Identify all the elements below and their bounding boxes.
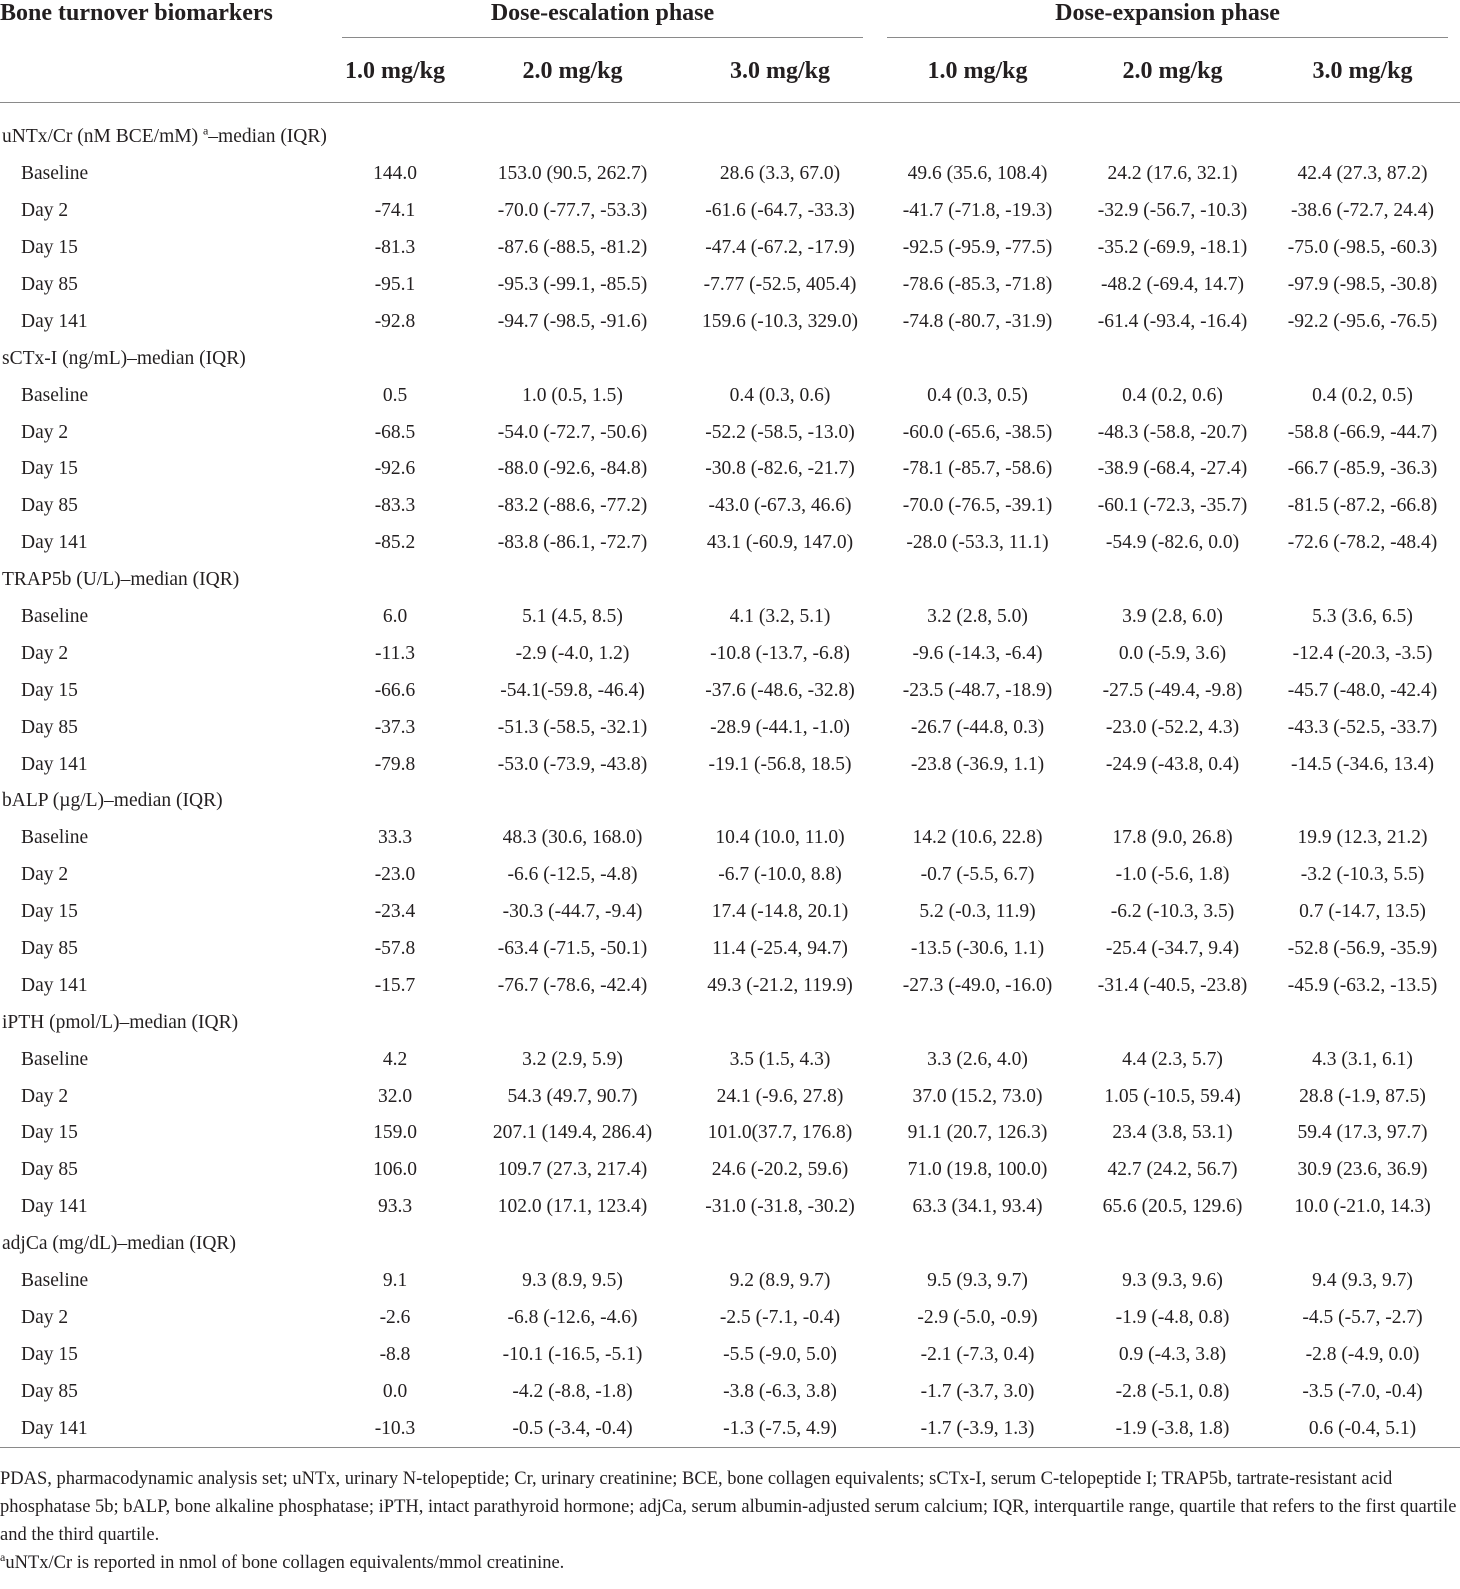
- table-cell: -87.6 (-88.5, -81.2): [497, 237, 648, 259]
- row-label: Day 141: [21, 1196, 88, 1218]
- footnote-marker: a: [0, 1549, 6, 1564]
- dose-header: 2.0 mg/kg: [522, 57, 623, 84]
- group-label: [0, 783, 1460, 820]
- table-cell: -57.8: [374, 938, 416, 960]
- table-cell: 19.9 (12.3, 21.2): [1297, 827, 1428, 849]
- table-cell: -92.6: [374, 458, 416, 480]
- table-cell: -94.7 (-98.5, -91.6): [497, 310, 648, 332]
- table-cell: 144.0: [373, 163, 417, 185]
- table-cell: 43.1 (-60.9, 147.0): [706, 532, 854, 554]
- table-cell: -23.5 (-48.7, -18.9): [902, 679, 1053, 701]
- table-cell: -2.6: [379, 1306, 411, 1328]
- table-cell: 5.3 (3.6, 6.5): [1312, 606, 1413, 628]
- table-cell: -24.9 (-43.8, 0.4): [1105, 753, 1240, 775]
- table-cell: -53.0 (-73.9, -43.8): [497, 753, 648, 775]
- group-label: [0, 103, 1460, 156]
- phase-header-expansion: Dose-expansion phase: [875, 0, 1460, 40]
- table-row: [0, 156, 1460, 193]
- note-text: uNTx/Cr is reported in nmol of bone collagen equivalents/mmol creatinine.: [5, 1553, 565, 1573]
- table-cell: -14.5 (-34.6, 13.4): [1291, 753, 1434, 775]
- table-cell: 30.9 (23.6, 36.9): [1297, 1159, 1428, 1181]
- row-label: Day 15: [21, 901, 78, 923]
- table-cell: -1.7 (-3.9, 1.3): [875, 1410, 1080, 1447]
- table-cell: 0.0: [382, 1380, 408, 1402]
- group-header-row: [0, 340, 1460, 377]
- table-row: [0, 599, 1460, 636]
- footnote-marker: a: [202, 123, 209, 138]
- group-header-row: [0, 783, 1460, 820]
- table-cell: -38.9 (-68.4, -27.4): [1097, 458, 1248, 480]
- group-label-text: iPTH (pmol/L)–median (IQR): [2, 1011, 239, 1033]
- table-cell: 109.7 (27.3, 217.4): [497, 1159, 648, 1181]
- table-cell: -1.3 (-7.5, 4.9): [685, 1410, 875, 1447]
- table-cell: 65.6 (20.5, 129.6): [1102, 1196, 1243, 1218]
- table-cell: -10.3: [330, 1410, 460, 1447]
- table-cell: 4.4 (2.3, 5.7): [1122, 1048, 1223, 1070]
- dose-header: 1.0 mg/kg: [344, 57, 445, 84]
- table-cell: -23.8 (-36.9, 1.1): [910, 753, 1045, 775]
- table-row: [0, 414, 1460, 451]
- table-cell: -61.4 (-93.4, -16.4): [1097, 310, 1248, 332]
- table-cell: 9.3 (8.9, 9.5): [522, 1270, 623, 1292]
- table-cell: -95.1: [374, 274, 416, 295]
- table-cell: -1.9 (-3.8, 1.8): [1080, 1410, 1265, 1447]
- table-row: [0, 1189, 1460, 1226]
- table-cell: 1.0 (0.5, 1.5): [522, 384, 623, 406]
- table-cell: 10.0 (-21.0, 14.3): [1294, 1196, 1431, 1218]
- group-header-row: [0, 103, 1460, 156]
- table-cell: 17.8 (9.0, 26.8): [1112, 827, 1233, 849]
- table-cell: -52.8 (-56.9, -35.9): [1287, 938, 1438, 960]
- table-footnotes: [0, 1465, 1460, 1577]
- group-label: [0, 1226, 1460, 1263]
- table-cell: -10.8 (-13.7, -6.8): [710, 642, 850, 664]
- table-cell: -1.9 (-4.8, 0.8): [1115, 1306, 1230, 1328]
- table-cell: 54.3 (49.7, 90.7): [507, 1085, 638, 1107]
- row-label: Baseline: [21, 827, 89, 849]
- group-label-text: adjCa (mg/dL)–median (IQR): [2, 1233, 236, 1255]
- table-cell: -70.0 (-77.7, -53.3): [497, 200, 648, 222]
- table-cell: 93.3: [377, 1196, 413, 1218]
- table-row: [0, 525, 1460, 562]
- table-cell: -2.5 (-7.1, -0.4): [719, 1306, 841, 1328]
- table-cell: -38.6 (-72.7, 24.4): [1291, 200, 1434, 222]
- table-cell: 0.0 (-5.9, 3.6): [1118, 642, 1227, 664]
- table-cell: -41.7 (-71.8, -19.3): [902, 200, 1053, 222]
- table-cell: 4.3 (3.1, 6.1): [1312, 1048, 1413, 1070]
- table-row: [0, 230, 1460, 267]
- table-row: [0, 820, 1460, 857]
- group-label-text: sCTx-I (ng/mL)–median (IQR): [2, 347, 246, 369]
- table-cell: -81.3: [374, 237, 416, 259]
- table-cell: -76.7 (-78.6, -42.4): [497, 974, 648, 996]
- table-cell: -92.2 (-95.6, -76.5): [1287, 310, 1438, 332]
- table-cell: 6.0: [382, 606, 408, 628]
- table-row: [0, 1041, 1460, 1078]
- group-label-text: uNTx/Cr (nM BCE/mM): [2, 126, 203, 148]
- group-label: [0, 1004, 1460, 1041]
- table-cell: 9.1: [382, 1270, 408, 1292]
- table-cell: 63.3 (34.1, 93.4): [912, 1196, 1043, 1218]
- table-cell: -28.0 (-53.3, 11.1): [906, 532, 1049, 554]
- table-cell: -30.8 (-82.6, -21.7): [705, 458, 855, 480]
- table-cell: 4.1 (3.2, 5.1): [729, 606, 831, 628]
- table-cell: -48.3 (-58.8, -20.7): [1097, 421, 1248, 443]
- table-cell: -5.5 (-9.0, 5.0): [723, 1343, 837, 1365]
- stub-header: Bone turnover biomarkers: [0, 0, 273, 26]
- row-label: Baseline: [21, 384, 89, 406]
- table-cell: -63.4 (-71.5, -50.1): [497, 938, 648, 960]
- row-label: Day 2: [21, 864, 69, 886]
- row-label: Day 141: [21, 974, 88, 996]
- table-cell: -74.1: [374, 200, 416, 222]
- table-cell: 0.5: [382, 384, 408, 406]
- table-cell: -15.7: [374, 974, 416, 996]
- table-cell: 24.1 (-9.6, 27.8): [716, 1085, 844, 1107]
- table-cell: 3.5 (1.5, 4.3): [729, 1048, 831, 1070]
- phase-header-escalation: Dose-escalation phase: [330, 0, 875, 40]
- table-cell: 48.3 (30.6, 168.0): [502, 827, 643, 849]
- group-label-suffix: –median (IQR): [208, 126, 327, 148]
- table-row: [0, 303, 1460, 340]
- table-row: [0, 709, 1460, 746]
- table-cell: 153.0 (90.5, 262.7): [497, 163, 648, 185]
- row-label: Day 141: [21, 753, 88, 775]
- table-cell: 49.3 (-21.2, 119.9): [707, 974, 853, 996]
- table-cell: -83.3: [374, 495, 416, 517]
- table-cell: 9.5 (9.3, 9.7): [927, 1270, 1028, 1292]
- table-cell: 0.4 (0.3, 0.6): [729, 384, 831, 406]
- row-label: Day 15: [21, 1122, 78, 1144]
- table-cell: 3.2 (2.8, 5.0): [927, 606, 1028, 628]
- table-cell: -52.2 (-58.5, -13.0): [705, 421, 855, 443]
- row-label: Day 2: [21, 1085, 69, 1107]
- table-cell: 3.2 (2.9, 5.9): [522, 1048, 623, 1070]
- table-row: [0, 1078, 1460, 1115]
- table-cell: -78.6 (-85.3, -71.8): [902, 274, 1053, 295]
- table-cell: -48.2 (-69.4, 14.7): [1101, 274, 1244, 295]
- table-cell: 0.6 (-0.4, 5.1): [1265, 1410, 1460, 1447]
- table-cell: 28.6 (3.3, 67.0): [719, 163, 841, 185]
- table-row: [0, 1263, 1460, 1300]
- table-cell: -2.9 (-5.0, -0.9): [917, 1306, 1038, 1328]
- table-cell: -7.77 (-52.5, 405.4): [703, 274, 857, 295]
- table-cell: -6.2 (-10.3, 3.5): [1110, 901, 1235, 923]
- row-label: Day 2: [21, 642, 69, 664]
- row-label: Day 15: [21, 1343, 78, 1365]
- table-cell: -88.0 (-92.6, -84.8): [497, 458, 648, 480]
- row-label: Baseline: [21, 1270, 89, 1292]
- table-row: [0, 1410, 1460, 1447]
- table-cell: -0.5 (-3.4, -0.4): [460, 1410, 685, 1447]
- table-row: [0, 931, 1460, 968]
- table-cell: -78.1 (-85.7, -58.6): [902, 458, 1053, 480]
- table-cell: -6.7 (-10.0, 8.8): [718, 864, 842, 886]
- table-cell: -35.2 (-69.9, -18.1): [1097, 237, 1248, 259]
- table-cell: 9.3 (9.3, 9.6): [1122, 1270, 1223, 1292]
- table-cell: 14.2 (10.6, 22.8): [912, 827, 1043, 849]
- table-cell: 33.3: [377, 827, 413, 849]
- table-row: [0, 1336, 1460, 1373]
- table-cell: -13.5 (-30.6, 1.1): [910, 938, 1045, 960]
- table-cell: -2.1 (-7.3, 0.4): [920, 1343, 1035, 1365]
- table-cell: -95.3 (-99.1, -85.5): [497, 274, 648, 295]
- table-cell: -43.3 (-52.5, -33.7): [1287, 716, 1438, 738]
- table-cell: -58.8 (-66.9, -44.7): [1287, 421, 1438, 443]
- table-cell: 101.0(37.7, 176.8): [707, 1122, 853, 1144]
- table-cell: 0.7 (-14.7, 13.5): [1299, 901, 1426, 923]
- table-cell: -23.0 (-52.2, 4.3): [1105, 716, 1240, 738]
- table-cell: -92.5 (-95.9, -77.5): [902, 237, 1053, 259]
- table-cell: -68.5: [374, 421, 416, 443]
- table-cell: -2.8 (-4.9, 0.0): [1305, 1343, 1420, 1365]
- table-cell: -3.2 (-10.3, 5.5): [1300, 864, 1425, 886]
- table-cell: -2.9 (-4.0, 1.2): [515, 642, 630, 664]
- table-cell: -45.9 (-63.2, -13.5): [1287, 974, 1438, 996]
- table-cell: -2.8 (-5.1, 0.8): [1115, 1380, 1230, 1402]
- table-cell: 28.8 (-1.9, 87.5): [1299, 1085, 1426, 1107]
- table-cell: 207.1 (149.4, 286.4): [492, 1122, 653, 1144]
- table-cell: -27.3 (-49.0, -16.0): [902, 974, 1053, 996]
- group-label-text: bALP (µg/L)–median (IQR): [2, 790, 223, 812]
- table-cell: 24.2 (17.6, 32.1): [1107, 163, 1238, 185]
- table-cell: -85.2: [374, 532, 416, 554]
- table-cell: -61.6 (-64.7, -33.3): [705, 200, 855, 222]
- group-label: [0, 340, 1460, 377]
- table-row: [0, 746, 1460, 783]
- table-cell: 3.9 (2.8, 6.0): [1122, 606, 1223, 628]
- dose-header: 3.0 mg/kg: [1312, 57, 1413, 84]
- table-row: [0, 1373, 1460, 1410]
- table-cell: -60.1 (-72.3, -35.7): [1097, 495, 1248, 517]
- table-cell: 11.4 (-25.4, 94.7): [712, 938, 848, 960]
- row-label: Day 15: [21, 237, 78, 259]
- table-cell: 0.4 (0.2, 0.5): [1312, 384, 1413, 406]
- table-row: [0, 377, 1460, 414]
- table-cell: 0.4 (0.2, 0.6): [1122, 384, 1223, 406]
- table-row: [0, 672, 1460, 709]
- table-cell: -1.7 (-3.7, 3.0): [920, 1380, 1035, 1402]
- phase-header-row: [0, 0, 1460, 40]
- table-cell: -26.7 (-44.8, 0.3): [910, 716, 1045, 738]
- dose-header: 3.0 mg/kg: [730, 57, 831, 84]
- table-cell: -79.8: [374, 753, 416, 775]
- table-cell: 159.0: [373, 1122, 417, 1144]
- table-cell: -1.0 (-5.6, 1.8): [1115, 864, 1230, 886]
- table-cell: -9.6 (-14.3, -6.4): [912, 642, 1043, 664]
- table-row: [0, 857, 1460, 894]
- table-cell: 71.0 (19.8, 100.0): [907, 1159, 1048, 1181]
- table-row: [0, 488, 1460, 525]
- row-label: Day 85: [21, 274, 78, 295]
- dose-header: 2.0 mg/kg: [1122, 57, 1223, 84]
- table-cell: 24.6 (-20.2, 59.6): [711, 1159, 849, 1181]
- table-cell: 5.2 (-0.3, 11.9): [919, 901, 1036, 923]
- table-cell: 0.9 (-4.3, 3.8): [1118, 1343, 1227, 1365]
- group-header-row: [0, 1226, 1460, 1263]
- table-cell: 106.0: [373, 1159, 417, 1181]
- row-label: Baseline: [21, 606, 89, 628]
- table-cell: 59.4 (17.3, 97.7): [1297, 1122, 1428, 1144]
- table-cell: -6.6 (-12.5, -4.8): [507, 864, 638, 886]
- table-cell: -4.2 (-8.8, -1.8): [512, 1380, 633, 1402]
- row-label: Day 2: [21, 1306, 69, 1328]
- table-cell: -10.1 (-16.5, -5.1): [502, 1343, 643, 1365]
- row-label: Day 85: [21, 495, 78, 517]
- table-cell: -72.6 (-78.2, -48.4): [1287, 532, 1438, 554]
- table-cell: -66.6: [374, 679, 416, 701]
- table-cell: -23.4: [374, 901, 416, 923]
- table-cell: 23.4 (3.8, 53.1): [1112, 1122, 1233, 1144]
- table-cell: 42.7 (24.2, 56.7): [1107, 1159, 1238, 1181]
- table-body: [0, 103, 1460, 1448]
- table-cell: -30.3 (-44.7, -9.4): [502, 901, 643, 923]
- table-cell: -37.6 (-48.6, -32.8): [705, 679, 855, 701]
- table-cell: -97.9 (-98.5, -30.8): [1287, 274, 1438, 295]
- table-cell: 0.4 (0.3, 0.5): [927, 384, 1028, 406]
- note-footnote: [0, 1549, 1460, 1577]
- dose-header-blank: [0, 40, 330, 103]
- table-cell: 37.0 (15.2, 73.0): [912, 1085, 1043, 1107]
- group-header-row: [0, 1004, 1460, 1041]
- table-cell: -3.5 (-7.0, -0.4): [1302, 1380, 1423, 1402]
- table-row: [0, 1152, 1460, 1189]
- row-label: Day 85: [21, 716, 78, 738]
- table-cell: -75.0 (-98.5, -60.3): [1287, 237, 1438, 259]
- table-row: [0, 635, 1460, 672]
- table-cell: -51.3 (-58.5, -32.1): [497, 716, 648, 738]
- table-row: [0, 967, 1460, 1004]
- dose-header: 1.0 mg/kg: [927, 57, 1028, 84]
- table-cell: -92.8: [374, 310, 416, 332]
- table-cell: -3.8 (-6.3, 3.8): [723, 1380, 837, 1402]
- table-cell: -47.4 (-67.2, -17.9): [705, 237, 855, 259]
- group-header-row: [0, 562, 1460, 599]
- table-cell: -54.0 (-72.7, -50.6): [497, 421, 648, 443]
- table-cell: -19.1 (-56.8, 18.5): [708, 753, 852, 775]
- table-cell: -54.9 (-82.6, 0.0): [1105, 532, 1240, 554]
- table-cell: 102.0 (17.1, 123.4): [497, 1196, 648, 1218]
- table-cell: -32.9 (-56.7, -10.3): [1097, 200, 1248, 222]
- row-label: Day 15: [21, 458, 78, 480]
- table-cell: 159.6 (-10.3, 329.0): [702, 310, 858, 332]
- table-cell: -11.3: [375, 642, 415, 664]
- table-cell: -31.0 (-31.8, -30.2): [705, 1196, 855, 1218]
- table-cell: -8.8: [379, 1343, 411, 1365]
- table-cell: -25.4 (-34.7, 9.4): [1105, 938, 1240, 960]
- table-cell: -54.1(-59.8, -46.4): [500, 679, 645, 701]
- table-cell: 9.4 (9.3, 9.7): [1312, 1270, 1413, 1292]
- table-cell: 5.1 (4.5, 8.5): [522, 606, 623, 628]
- table-cell: 1.05 (-10.5, 59.4): [1104, 1085, 1241, 1107]
- table-cell: -70.0 (-76.5, -39.1): [902, 495, 1053, 517]
- table-cell: 42.4 (27.3, 87.2): [1297, 163, 1428, 185]
- row-label: Day 141: [0, 1410, 330, 1447]
- table-row: [0, 894, 1460, 931]
- row-label: Day 2: [21, 421, 69, 443]
- table-cell: -0.7 (-5.5, 6.7): [920, 864, 1035, 886]
- table-cell: 49.6 (35.6, 108.4): [907, 163, 1048, 185]
- table-row: [0, 193, 1460, 230]
- table-row: [0, 267, 1460, 304]
- table-cell: 32.0: [377, 1085, 413, 1107]
- row-label: Day 2: [21, 200, 69, 222]
- row-label: Day 85: [21, 1159, 78, 1181]
- table-cell: 3.3 (2.6, 4.0): [927, 1048, 1028, 1070]
- group-label: [0, 562, 1460, 599]
- table-cell: -83.8 (-86.1, -72.7): [497, 532, 648, 554]
- table-cell: -23.0: [374, 864, 416, 886]
- table-cell: -4.5 (-5.7, -2.7): [1302, 1306, 1423, 1328]
- table-cell: -6.8 (-12.6, -4.6): [507, 1306, 638, 1328]
- table-cell: -74.8 (-80.7, -31.9): [902, 310, 1053, 332]
- table-cell: -60.0 (-65.6, -38.5): [902, 421, 1053, 443]
- table-cell: 10.4 (10.0, 11.0): [715, 827, 845, 849]
- table-cell: -27.5 (-49.4, -9.8): [1102, 679, 1243, 701]
- table-cell: -66.7 (-85.9, -36.3): [1287, 458, 1438, 480]
- table-cell: -28.9 (-44.1, -1.0): [710, 716, 850, 738]
- row-label: Day 85: [21, 938, 78, 960]
- table-cell: 17.4 (-14.8, 20.1): [711, 901, 849, 923]
- dose-header-row: [0, 40, 1460, 103]
- table-cell: 91.1 (20.7, 126.3): [907, 1122, 1048, 1144]
- table-cell: 4.2: [382, 1048, 408, 1070]
- group-label-text: TRAP5b (U/L)–median (IQR): [2, 569, 240, 591]
- table-cell: -12.4 (-20.3, -3.5): [1292, 642, 1433, 664]
- row-label: Day 141: [21, 310, 88, 332]
- row-label: Baseline: [21, 1048, 89, 1070]
- row-label: Day 15: [21, 679, 78, 701]
- table-cell: -45.7 (-48.0, -42.4): [1287, 679, 1438, 701]
- row-label: Baseline: [21, 163, 89, 185]
- table-cell: -83.2 (-88.6, -77.2): [497, 495, 648, 517]
- table-row: [0, 1300, 1460, 1337]
- table-cell: 9.2 (8.9, 9.7): [729, 1270, 831, 1292]
- table-cell: -81.5 (-87.2, -66.8): [1287, 495, 1438, 517]
- table-cell: -31.4 (-40.5, -23.8): [1097, 974, 1248, 996]
- table-row: [0, 1115, 1460, 1152]
- table-cell: -37.3: [374, 716, 416, 738]
- abbreviations-footnote: PDAS, pharmacodynamic analysis set; uNTx, urinary N-telopeptide; Cr, urinary creatinine; BCE, bone collagen equivalents; sCTx-I, serum C-telopeptide I; TRAP5b, tartrate-resistant acid phosphatase 5b; bALP, bone alkaline phosphatase; iPTH, intact parathyroid hormone; adjCa, serum albumin-adjusted serum calcium; IQR, interquartile range, quartile that refers to the first quartile and the third quartile.: [0, 1469, 1457, 1545]
- row-label: Day 85: [21, 1380, 78, 1402]
- row-label: Day 141: [21, 532, 88, 554]
- table-row: [0, 451, 1460, 488]
- table-cell: -43.0 (-67.3, 46.6): [708, 495, 852, 517]
